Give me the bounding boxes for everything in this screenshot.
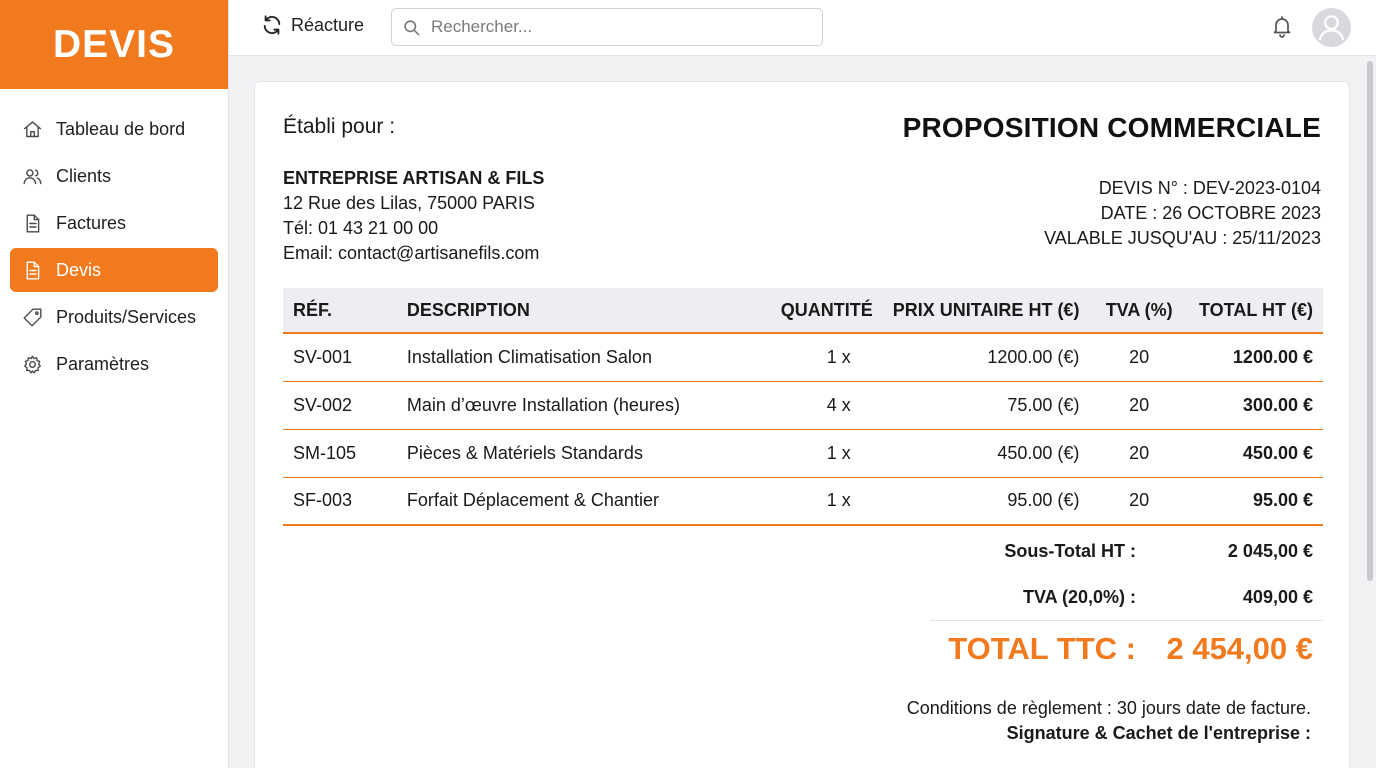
quote-meta [1044, 176, 1321, 251]
sidebar-item-factures[interactable] [10, 201, 218, 245]
subtotal-value: 2 045,00 € [1227, 540, 1313, 561]
header-total: TOTAL HT (€) [1189, 288, 1323, 333]
quote-valid-until: VALABLE JUSQU'AU : 25/11/2023 [1044, 228, 1321, 248]
client-address: 12 Rue des Lilas, 75000 PARIS [283, 193, 535, 213]
document-icon [20, 211, 44, 235]
cell-ref: SM-105 [283, 429, 397, 477]
table-header-row [283, 288, 1323, 333]
users-icon [20, 164, 44, 188]
quote-number: DEVIS N° : DEV-2023-0104 [1098, 178, 1321, 198]
cell-quantity: 1 x [750, 429, 883, 477]
cell-unit-price: 1200.00 (€) [883, 333, 1090, 381]
signature-label: Signature & Cachet de l'entreprise : [1006, 723, 1311, 743]
cell-vat: 20 [1089, 477, 1189, 525]
user-avatar-icon[interactable] [1312, 8, 1351, 47]
search-box[interactable] [391, 8, 823, 46]
search-input[interactable] [431, 17, 801, 37]
cell-quantity: 1 x [750, 477, 883, 525]
header-ref: RÉF. [283, 288, 397, 333]
header-vat: TVA (%) [1089, 288, 1189, 333]
cell-quantity: 1 x [750, 333, 883, 381]
header-unit-price: PRIX UNITAIRE HT (€) [883, 288, 1090, 333]
payment-conditions: Conditions de règlement : 30 jours date de facture. [906, 698, 1311, 718]
sidebar-item-label: Factures [56, 212, 127, 233]
cell-vat: 20 [1089, 429, 1189, 477]
established-for-label: Établi pour : [283, 115, 396, 138]
subtotal-row [930, 528, 1323, 574]
cell-ref: SV-001 [283, 333, 397, 381]
document-icon [20, 258, 44, 282]
quote-document [254, 81, 1350, 768]
table-row [283, 333, 1323, 381]
sidebar-item-produits-services[interactable] [10, 295, 218, 339]
header-description: DESCRIPTION [397, 288, 750, 333]
refresh-button[interactable] [261, 14, 364, 36]
cell-total: 450.00 € [1189, 429, 1323, 477]
cell-vat: 20 [1089, 333, 1189, 381]
sidebar-item-label: Produits/Services [56, 306, 197, 327]
client-phone: Tél: 01 43 21 00 00 [283, 218, 439, 238]
bell-icon[interactable] [1270, 14, 1296, 40]
vat-label: TVA (20,0%) : [1022, 586, 1136, 607]
client-block [283, 166, 544, 266]
total-ttc-value: 2 454,00 € [1166, 631, 1313, 666]
table-row [283, 477, 1323, 525]
sidebar-item-clients[interactable] [10, 154, 218, 198]
cell-total: 300.00 € [1189, 381, 1323, 429]
refresh-icon [261, 14, 283, 36]
cell-description: Main d’œuvre Installation (heures) [397, 381, 750, 429]
cell-unit-price: 75.00 (€) [883, 381, 1090, 429]
totals-block [930, 528, 1323, 677]
quote-date: DATE : 26 OCTOBRE 2023 [1100, 203, 1321, 223]
scrollbar-thumb[interactable] [1367, 61, 1373, 581]
sidebar-item-label: Tableau de bord [56, 118, 186, 139]
items-table [283, 288, 1323, 526]
cell-description: Pièces & Matériels Standards [397, 429, 750, 477]
cell-unit-price: 450.00 (€) [883, 429, 1090, 477]
sidebar-item-devis[interactable] [10, 248, 218, 292]
subtotal-label: Sous-Total HT : [1004, 540, 1136, 561]
sidebar-item-label: Devis [56, 259, 102, 280]
table-row [283, 429, 1323, 477]
sidebar-nav [0, 89, 228, 386]
search-icon [402, 18, 421, 37]
cell-vat: 20 [1089, 381, 1189, 429]
cell-quantity: 4 x [750, 381, 883, 429]
cell-total: 1200.00 € [1189, 333, 1323, 381]
page-scrollbar[interactable] [1364, 57, 1376, 768]
sidebar-item-label: Clients [56, 165, 112, 186]
sidebar-item-tableau-de-bord[interactable] [10, 107, 218, 151]
sidebar [0, 0, 229, 768]
sidebar-item-label: Paramètres [56, 353, 150, 374]
tag-icon [20, 305, 44, 329]
cell-description: Installation Climatisation Salon [397, 333, 750, 381]
refresh-label: Réacture [291, 14, 365, 35]
cell-unit-price: 95.00 (€) [883, 477, 1090, 525]
cell-description: Forfait Déplacement & Chantier [397, 477, 750, 525]
brand-logo[interactable]: DEVIS [0, 0, 228, 89]
client-name: ENTREPRISE ARTISAN & FILS [283, 168, 545, 188]
total-ttc-row [930, 621, 1323, 677]
table-row [283, 381, 1323, 429]
cell-ref: SF-003 [283, 477, 397, 525]
client-email: Email: contact@artisanefils.com [283, 243, 540, 263]
cell-total: 95.00 € [1189, 477, 1323, 525]
vat-row [930, 574, 1323, 620]
total-ttc-label: TOTAL TTC : [948, 631, 1136, 666]
document-title: PROPOSITION COMMERCIALE [902, 112, 1321, 143]
cell-ref: SV-002 [283, 381, 397, 429]
vat-value: 409,00 € [1242, 586, 1313, 607]
home-icon [20, 117, 44, 141]
gear-icon [20, 352, 44, 376]
sidebar-item-parametres[interactable] [10, 342, 218, 386]
topbar [229, 0, 1376, 56]
header-quantity: QUANTITÉ [750, 288, 883, 333]
